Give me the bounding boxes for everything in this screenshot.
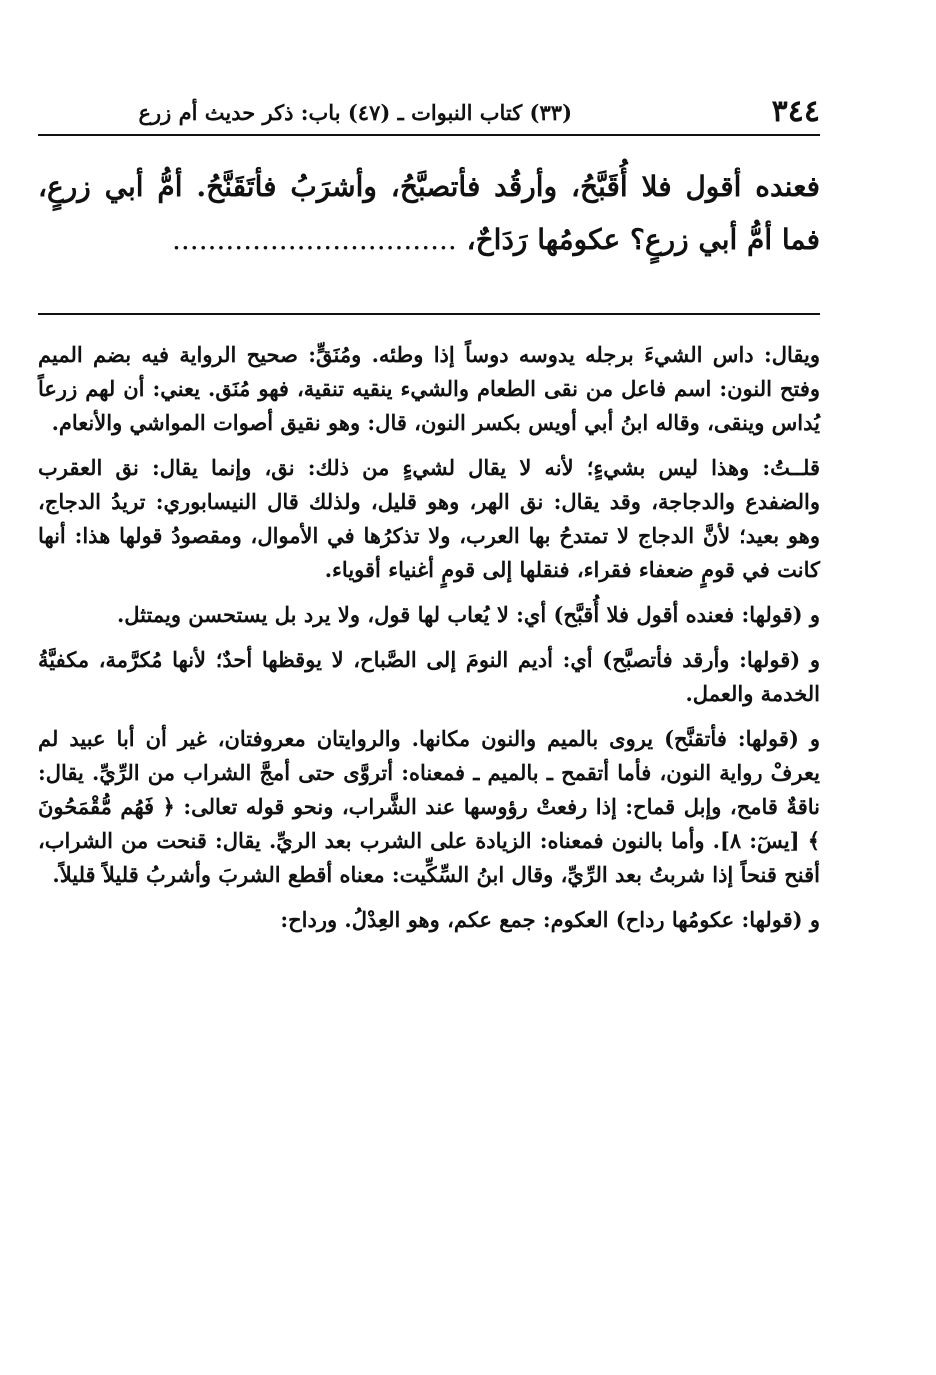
ellipsis-dots: ................................ — [172, 223, 457, 256]
hadith-text: فعنده أقول فلا أُقَبَّحُ، وأرقُد فأتصبَّحُ، وأشرَبُ فأتَقَنَّحُ. أمُّ أبي زرعٍ، فما أمُّ أبي زرعٍ؟ عكومُها رَدَاحٌ، — [38, 170, 820, 256]
commentary-paragraph: و (قولها: عكومُها رداح) العكوم: جمع عكم، وهو العِدْلُ. ورداح: — [280, 907, 820, 932]
commentary-paragraph: قلــتُ: وهذا ليس بشيءٍ؛ لأنه لا يقال لشيءٍ من ذلك: نق، وإنما يقال: نق العقرب والضفدع والدجاجة، وقد يقال: نق الهر، وهو قليل، ولذلك قال النيسابوري: تريدُ الدجاج، وهو بعيد؛ لأنَّ الدجاج لا تمتدحُ بها العرب، ولا تذكرُها في الأموال، ومقصودُ قولها هذا: أنها كانت في قومٍ ضعفاء فقراء، فنقلها إلى قومٍ أغنياء أقوياء. — [38, 455, 820, 582]
page-header — [38, 92, 820, 140]
commentary-paragraph: و (قولها: فعنده أقول فلا أُقبَّح) أي: لا يُعاب لها قول، ولا يرد بل يستحسن ويمتثل. — [116, 602, 820, 627]
commentary-block — [38, 338, 820, 937]
running-title: (٣٣) كتاب النبوات ـ (٤٧) باب: ذكر حديث أم زرع — [138, 100, 572, 125]
header-rule — [38, 134, 820, 136]
hadith-text-block — [38, 160, 820, 266]
page-number: ٣٤٤ — [771, 94, 820, 129]
commentary-paragraph: ويقال: داس الشيءَ برجله يدوسه دوساً إذا وطئه. ومُنَقٍّ: صحيح الرواية فيه بضم الميم وفتح النون: اسم فاعل من نقى الطعام والشيء ينقيه تنقية، فهو مُنَق. يعني: أن لهم زرعاً يُداس وينقى، وقاله ابنُ أبي أويس بكسر النون، قال: وهو نقيق أصوات المواشي والأنعام. — [38, 342, 820, 435]
commentary-paragraph: و (قولها: فأتقنَّح) يروى بالميم والنون مكانها. والروايتان معروفتان، غير أن أبا عبيد لم يعرفْ رواية النون، فأما أتقمح ـ بالميم ـ فمعناه: أتروَّى حتى أمجَّ الشراب من الرِّيِّ. يقال: ناقةٌ قامح، وإبل قماح: إذا رفعتْ رؤوسها عند الشَّراب، ونحو قوله تعالى: ﴿ فَهُم مُّقْمَحُونَ ﴾ [يسٓ: ٨]. وأما بالنون فمعناه: الزيادة على الشرب بعد الريِّ. يقال: قنحت من الشراب، أقنح قنحاً إذا شربتُ بعد الرِّيِّ، وقال ابنُ السِّكِّيت: معناه أقطع الشربَ وأشربُ قليلاً قليلاً. — [38, 726, 820, 887]
section-divider — [38, 313, 820, 315]
commentary-paragraph: و (قولها: وأرقد فأتصبَّح) أي: أديم النومَ إلى الصَّباح، لا يوقظها أحدٌ؛ لأنها مُكرَّمة، مكفيَّةُ الخدمة والعمل. — [38, 647, 820, 706]
